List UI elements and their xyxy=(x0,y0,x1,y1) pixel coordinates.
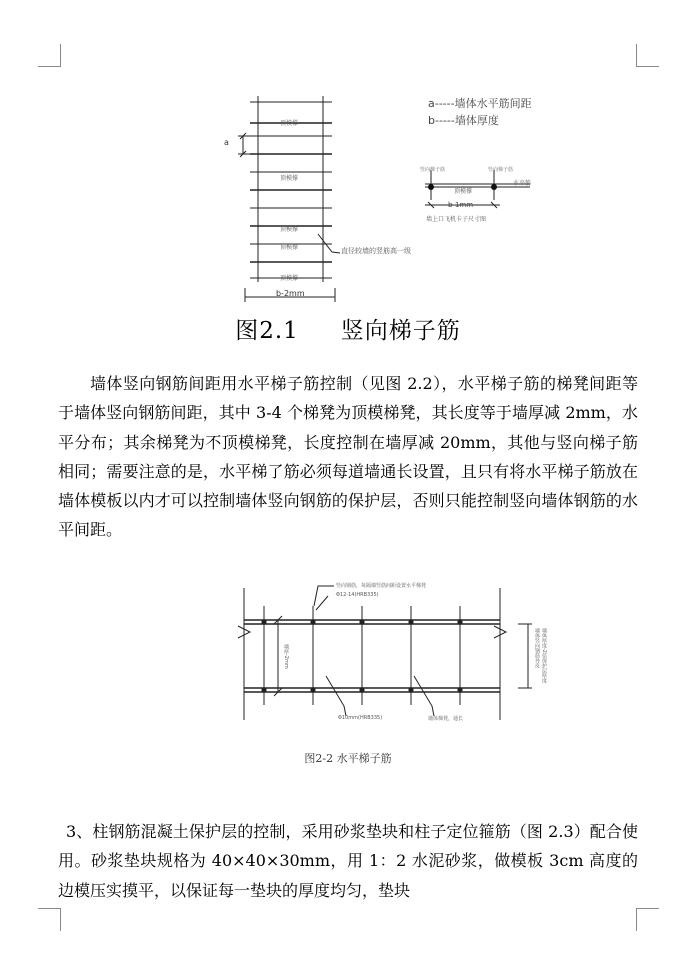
crop-mark-top-left xyxy=(38,44,61,67)
paragraph-column-cover: 3、柱钢筋混凝土保护层的控制，采用砂浆垫块和柱子定位箍筋（图 2.3）配合使用。砂浆垫块规格为 40×40×30mm，用 1：2 水泥砂浆，做模板 3cm 高度的边模压实摸平，以保证每一垫块的厚度均匀，垫块 xyxy=(58,822,638,900)
dimension-a-label: a xyxy=(224,138,229,147)
top-view-right-note: 竖向梯子筋 xyxy=(488,167,514,173)
figure-2-2-bottom-note-1: Φ10mm(HRB335) xyxy=(338,715,383,721)
figure-2-1-caption-title: 竖向梯子筋 xyxy=(340,318,461,344)
ladder-label: 顶模撑 xyxy=(280,120,299,127)
legend-b: b-----墙体厚度 xyxy=(428,114,499,127)
figure-2-1 xyxy=(200,90,650,310)
ladder-label: 顶模撑 xyxy=(280,244,299,251)
crop-mark-top-right xyxy=(636,44,659,67)
top-view-dimension: b-1mm xyxy=(448,201,474,209)
figure-2-2-top-note: 竖向钢筋，每隔墙竖筋间距设置水平梯凳 xyxy=(336,583,427,589)
crop-mark-bottom-right xyxy=(636,908,659,931)
figure-2-2-caption: 图2-2 水平梯子筋 xyxy=(304,752,392,765)
figure-2-1-drawing xyxy=(200,90,650,310)
figure-2-2-left-dimension: 墙厚-2mm xyxy=(283,644,289,669)
top-view-caption: 墙上口飞机卡子尺寸图 xyxy=(426,216,487,223)
ladder-label: 顶模撑 xyxy=(280,175,299,182)
figure-2-2-right-dimension: 墙体厚度-2倍保护层厚度 墙体竖向钢筋外皮 xyxy=(534,628,547,683)
figure-2-2-drawing xyxy=(228,580,548,740)
legend-a: a-----墙体水平筋间距 xyxy=(428,97,532,110)
top-view-label: 顶模撑 xyxy=(454,188,473,195)
crop-mark-bottom-left xyxy=(38,908,61,931)
figure-2-1-caption xyxy=(0,312,696,345)
figure-2-2-bottom-note-2: 墙体梯凳，通长 xyxy=(428,716,464,722)
figure-2-2-top-note-2: Φ12-14(HRB335) xyxy=(336,592,379,598)
figure-2-1-caption-number: 图2.1 xyxy=(235,318,299,344)
top-view-right-label: 水平筋 xyxy=(513,180,532,187)
ladder-label: 顶模撑 xyxy=(280,226,299,233)
figure-2-2 xyxy=(228,580,548,740)
paragraph-ladder-bar: 墙体竖向钢筋间距用水平梯子筋控制（见图 2.2），水平梯子筋的梯凳间距等于墙体竖向钢筋间距，其中 3-4 个梯凳为顶模梯凳，其长度等于墙厚减 2mm，水平分布；其余梯凳为不顶模梯凳，长度控制在墙厚减 20mm，其他与竖向梯子筋相同；需要注意的是，水平梯了筋必须每道墙通长设置，且只有将水平梯子筋放在墙体模板以内才可以控制墙体竖向钢筋的保护层，否则只能控制竖向墙体钢筋的水平间距。 xyxy=(58,374,638,540)
top-view-left-note: 竖向梯子筋 xyxy=(420,167,446,173)
rung-note: 直径较墙的竖筋高一级 xyxy=(341,247,411,255)
dimension-width-label: b-2mm xyxy=(276,289,305,298)
ladder-label: 顶模撑 xyxy=(280,275,299,282)
